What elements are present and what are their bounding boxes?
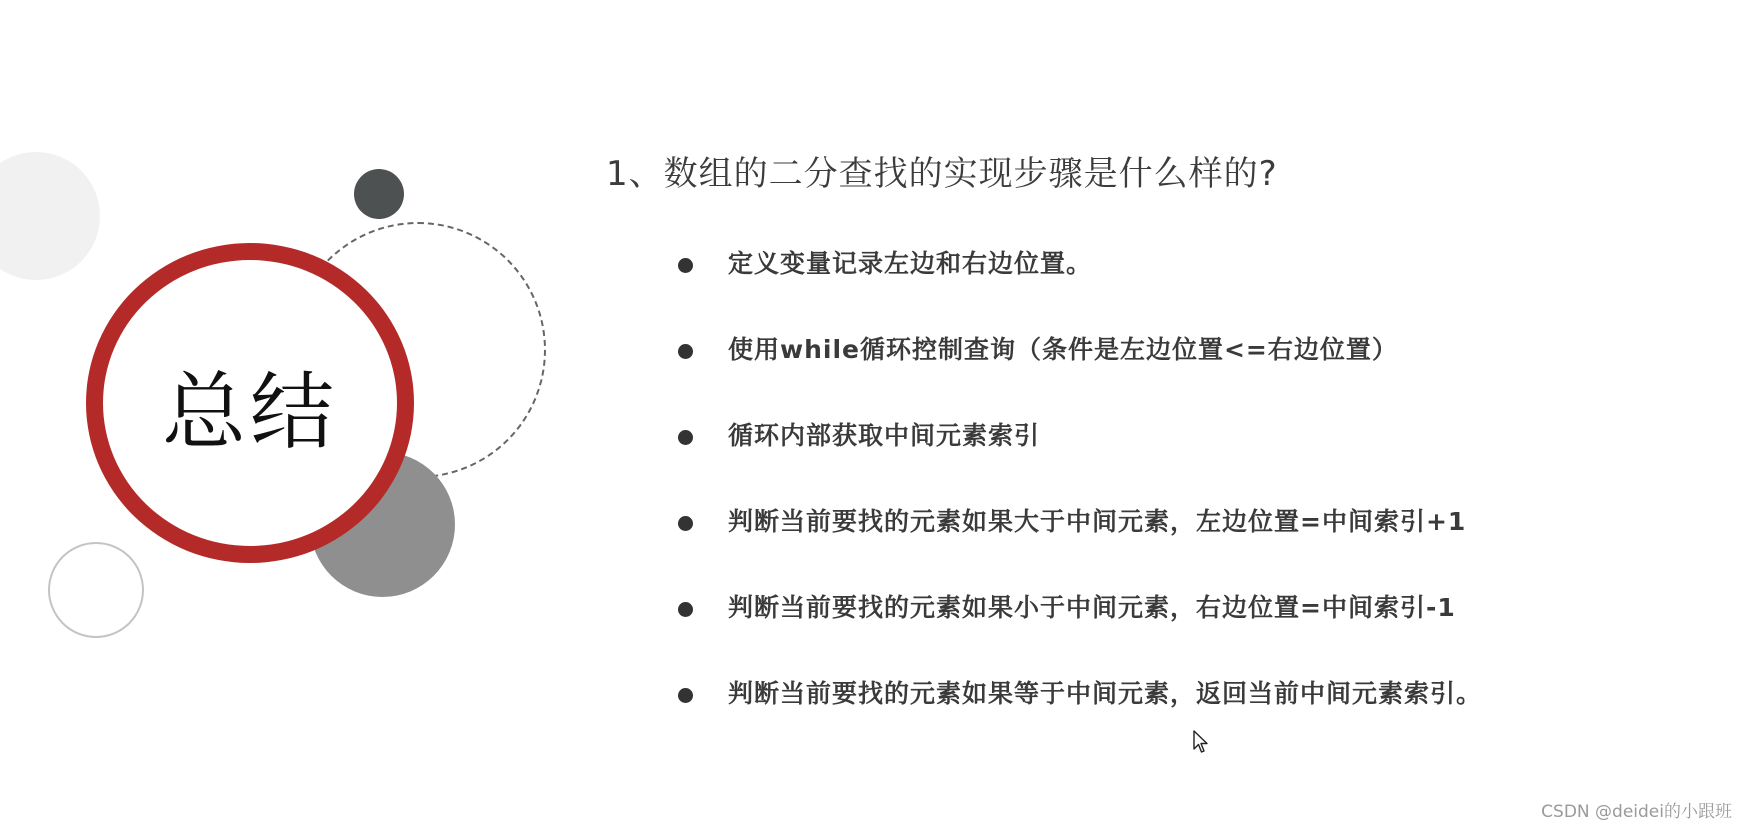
bullet-dot-icon	[678, 602, 693, 617]
step-text: 定义变量记录左边和右边位置。	[728, 249, 1093, 278]
step-text: 判断当前要找的元素如果大于中间元素，左边位置=中间索引+1	[728, 507, 1467, 536]
decorative-dark-dot	[354, 169, 404, 219]
bullet-dot-icon	[678, 516, 693, 531]
watermark: CSDN @deidei的小跟班	[1541, 802, 1732, 822]
bullet-dot-icon	[678, 258, 693, 273]
decorative-faint-circle	[0, 152, 100, 280]
step-text: 判断当前要找的元素如果小于中间元素，右边位置=中间索引-1	[728, 593, 1456, 622]
decorative-outline-circle	[48, 542, 144, 638]
mouse-pointer-icon	[1192, 730, 1210, 754]
bullet-dot-icon	[678, 688, 693, 703]
step-text: 判断当前要找的元素如果等于中间元素，返回当前中间元素索引。	[728, 679, 1483, 708]
summary-title: 总结	[161, 362, 338, 461]
step-text: 循环内部获取中间元素索引	[728, 421, 1041, 450]
summary-ring	[86, 243, 414, 563]
question-heading: 1、数组的二分查找的实现步骤是什么样的?	[606, 154, 1278, 194]
bullet-dot-icon	[678, 430, 693, 445]
bullet-dot-icon	[678, 344, 693, 359]
step-text: 使用while循环控制查询（条件是左边位置<=右边位置）	[728, 335, 1398, 364]
